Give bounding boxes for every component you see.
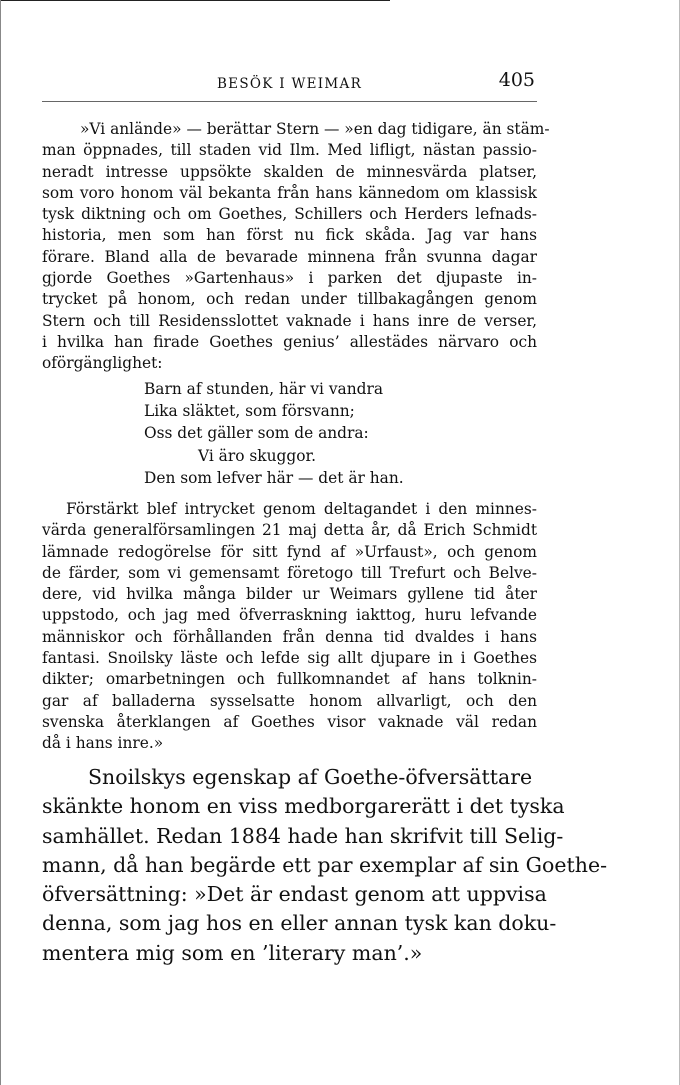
page-edge-left (0, 0, 1, 1085)
running-title: BESÖK I WEIMAR (216, 76, 363, 92)
poem-verse: Oss det gäller som de andra: (144, 424, 369, 443)
text-line: historia, men som han först nu fick skåda. Jag var hans (42, 226, 537, 245)
page-edge-top (0, 0, 390, 1)
text-line: skänkte honom en viss medborgarerätt i det tyska (42, 794, 565, 819)
paragraph-weimar-visit (42, 499, 537, 755)
text-line: »Vi anlände» — berättar Stern — »en dag tidigare, än stäm- (80, 120, 550, 138)
text-line: lämnade redogörelse för sitt fynd af »Urfaust», och genom (42, 542, 537, 561)
text-line: neradt intresse uppsökte skalden de minnesvärda platser, (42, 162, 537, 181)
header-rule (42, 101, 537, 102)
text-line: trycket på honom, och redan under tillbakagången genom (42, 290, 537, 309)
text-line: svenska återklangen af Goethes visor vaknade väl redan (42, 712, 537, 731)
page-number: 405 (498, 69, 535, 91)
text-line: dikter; omarbetningen och fullkomnandet af hans tolknin- (42, 670, 537, 689)
text-line: gjorde Goethes »Gartenhaus» i parken det djupaste in- (42, 269, 537, 288)
text-line: denna, som jag hos en eller annan tysk kan doku- (42, 911, 557, 936)
text-line: Snoilskys egenskap af Goethe-öfversättare (88, 765, 533, 789)
text-line: då i hans inre.» (42, 734, 164, 753)
text-line: mann, då han begärde ett par exemplar af sin Goethe- (42, 852, 608, 877)
text-line: uppstodo, och jag med öfverraskning iakttog, huru lefvande (42, 606, 537, 625)
poem-verse: Vi äro skuggor. (198, 446, 317, 465)
text-line: oförgänglighet: (42, 354, 163, 373)
page-header (42, 69, 537, 98)
poem-verse: Den som lefver här — det är han. (144, 468, 404, 487)
text-line: förare. Bland alla de bevarade minnena från svunna dagar (42, 247, 537, 266)
text-line: värda generalförsamlingen 21 maj detta år, då Erich Schmidt (42, 521, 537, 540)
text-line: Förstärkt blef intrycket genom deltagandet i den minnes- (66, 500, 537, 518)
text-line: som voro honom väl bekanta från hans kännedom om klassisk (42, 183, 537, 202)
text-line: de färder, som vi gemensamt företogo till Trefurt och Belve- (42, 563, 537, 582)
text-line: mentera mig som en ’literary man’.» (42, 940, 423, 965)
text-line: öfversättning: »Det är endast genom att uppvisa (42, 882, 547, 907)
text-line: dere, vid hvilka många bilder ur Weimars gyllene tid åter (42, 585, 537, 604)
text-line: människor och förhållanden från denna tid dvaldes i hans (42, 627, 537, 646)
poem-verse: Lika släktet, som försvann; (144, 402, 355, 421)
text-line: i hvilka han firade Goethes genius’ allestädes närvaro och (42, 332, 537, 351)
paragraph-goethe-translator (42, 763, 608, 968)
text-line: fantasi. Snoilsky läste och lefde sig allt djupare in i Goethes (42, 649, 537, 668)
text-line: tysk diktning och om Goethes, Schillers och Herders lefnads- (42, 205, 537, 224)
text-line: Stern och till Residensslottet vaknade i hans inre de verser, (42, 311, 537, 330)
poem-verse: Barn af stunden, här vi vandra (144, 380, 383, 398)
text-line: man öppnades, till staden vid Ilm. Med lifligt, nästan passio- (42, 141, 537, 160)
paragraph-quote-stern (42, 119, 550, 375)
poem-stanza (144, 378, 404, 489)
text-line: samhället. Redan 1884 hade han skrifvit till Selig- (42, 823, 564, 848)
text-line: gar af balladerna sysselsatte honom allvarligt, och den (42, 691, 537, 710)
